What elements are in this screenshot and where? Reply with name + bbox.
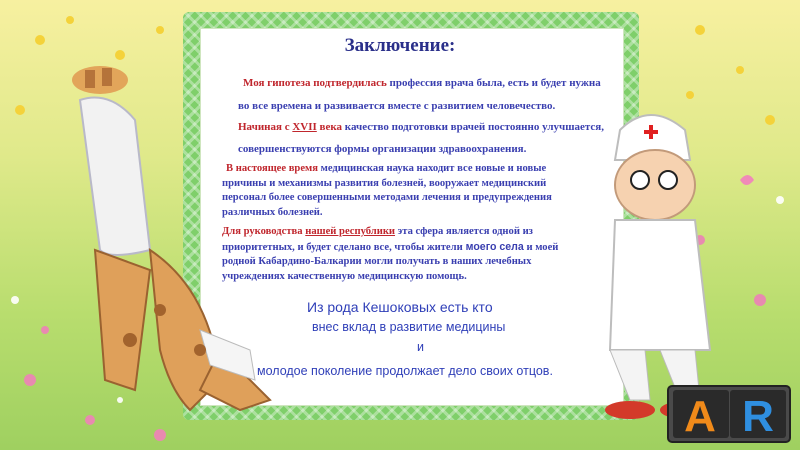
paragraph-republic: Для руководства нашей республики эта сфера является одной из приоритетных, и будет сделано все, чтобы жители моего села и моей родной Кабардино-Балкарии могли получать в наших лечебных учреждениях качественную медицинскую помощь. [222, 226, 559, 282]
svg-text:R: R [742, 392, 774, 441]
century-line: Начиная с XVII века качество подготовки врачей постоянно улучшается, [238, 121, 604, 133]
paragraph-science: В настоящее время медицинская наука находит все новые и новые причины и механизмы развития болезней, вооружает медицинский персонал более совершенными методами лечения и предупреждения различных болезней. [222, 163, 552, 218]
page-title: Заключение: [344, 35, 456, 56]
hypothesis-line: Моя гипотеза подтвердилась профессия врача была, есть и будет нужна [243, 77, 601, 89]
closing-line-2: внес вклад в развитие медицины [312, 320, 506, 334]
ar-logo [667, 385, 791, 443]
text-line: во все времена и развивается вместе с развитием человечество. [238, 100, 556, 112]
doctor-illustration [590, 100, 790, 430]
closing-line-3: и [417, 340, 424, 354]
text-line: совершенствуются формы организации здравоохранения. [238, 143, 527, 155]
svg-text:A: A [684, 392, 716, 441]
closing-line-1: Из рода Кешоковых есть кто [307, 299, 493, 315]
closing-line-4: молодое поколение продолжает дело своих отцов. [257, 364, 553, 378]
